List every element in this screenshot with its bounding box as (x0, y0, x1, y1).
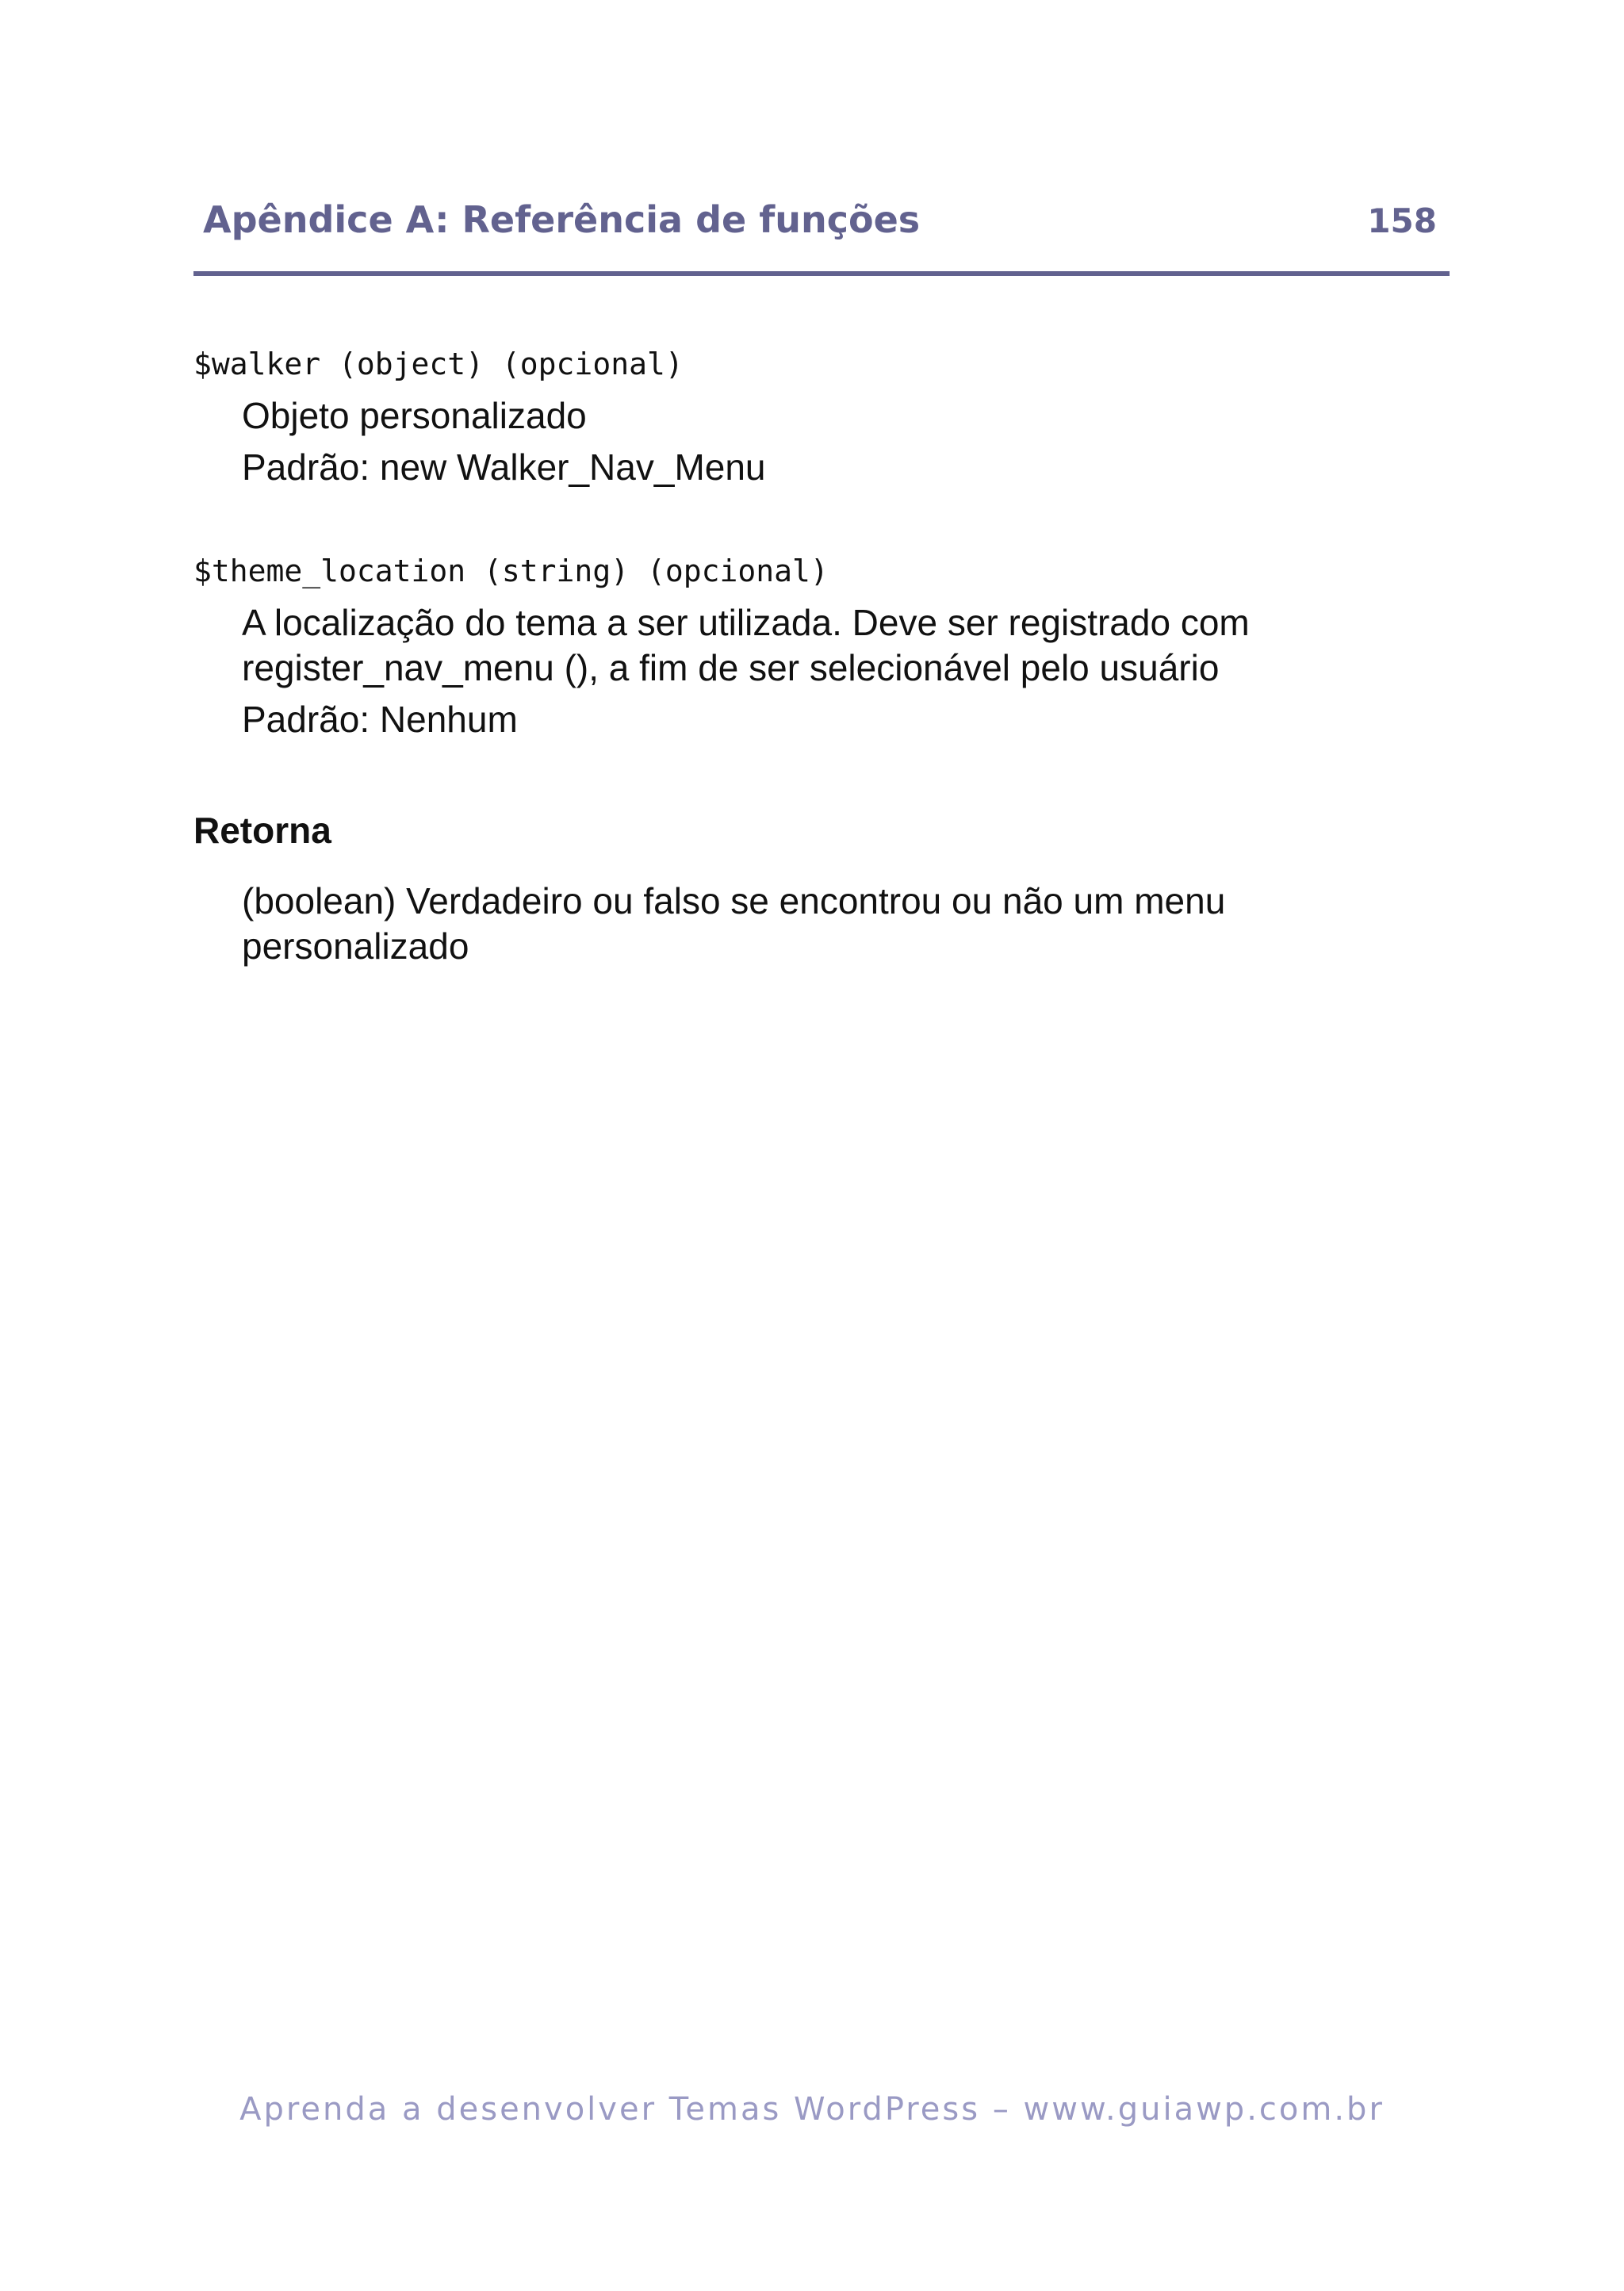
returns-description-line1: (boolean) Verdadeiro ou falso se encontrou ou não um menu (242, 880, 1226, 921)
header-divider (193, 271, 1450, 276)
returns-description-line2: personalizado (242, 925, 469, 967)
returns-heading: Retorna (193, 810, 331, 851)
param-walker-description: Objeto personalizado (242, 395, 587, 436)
param-signature-theme-location: $theme_location (string) (opcional) (193, 554, 829, 588)
header-title: Apêndice A: Referência de funções (203, 198, 921, 241)
footer-text: Aprenda a desenvolver Temas WordPress – www.guiawp.com.br (239, 2091, 1385, 2128)
param-walker-default: Padrão: new Walker_Nav_Menu (242, 446, 766, 488)
param-theme-location-description-line1: A localização do tema a ser utilizada. Deve ser registrado com (242, 602, 1250, 643)
param-theme-location-default: Padrão: Nenhum (242, 699, 518, 740)
param-signature-walker: $walker (object) (opcional) (193, 347, 684, 381)
page-number: 158 (1367, 201, 1437, 240)
param-theme-location-description-line2: register_nav_menu (), a fim de ser selecionável pelo usuário (242, 647, 1220, 688)
